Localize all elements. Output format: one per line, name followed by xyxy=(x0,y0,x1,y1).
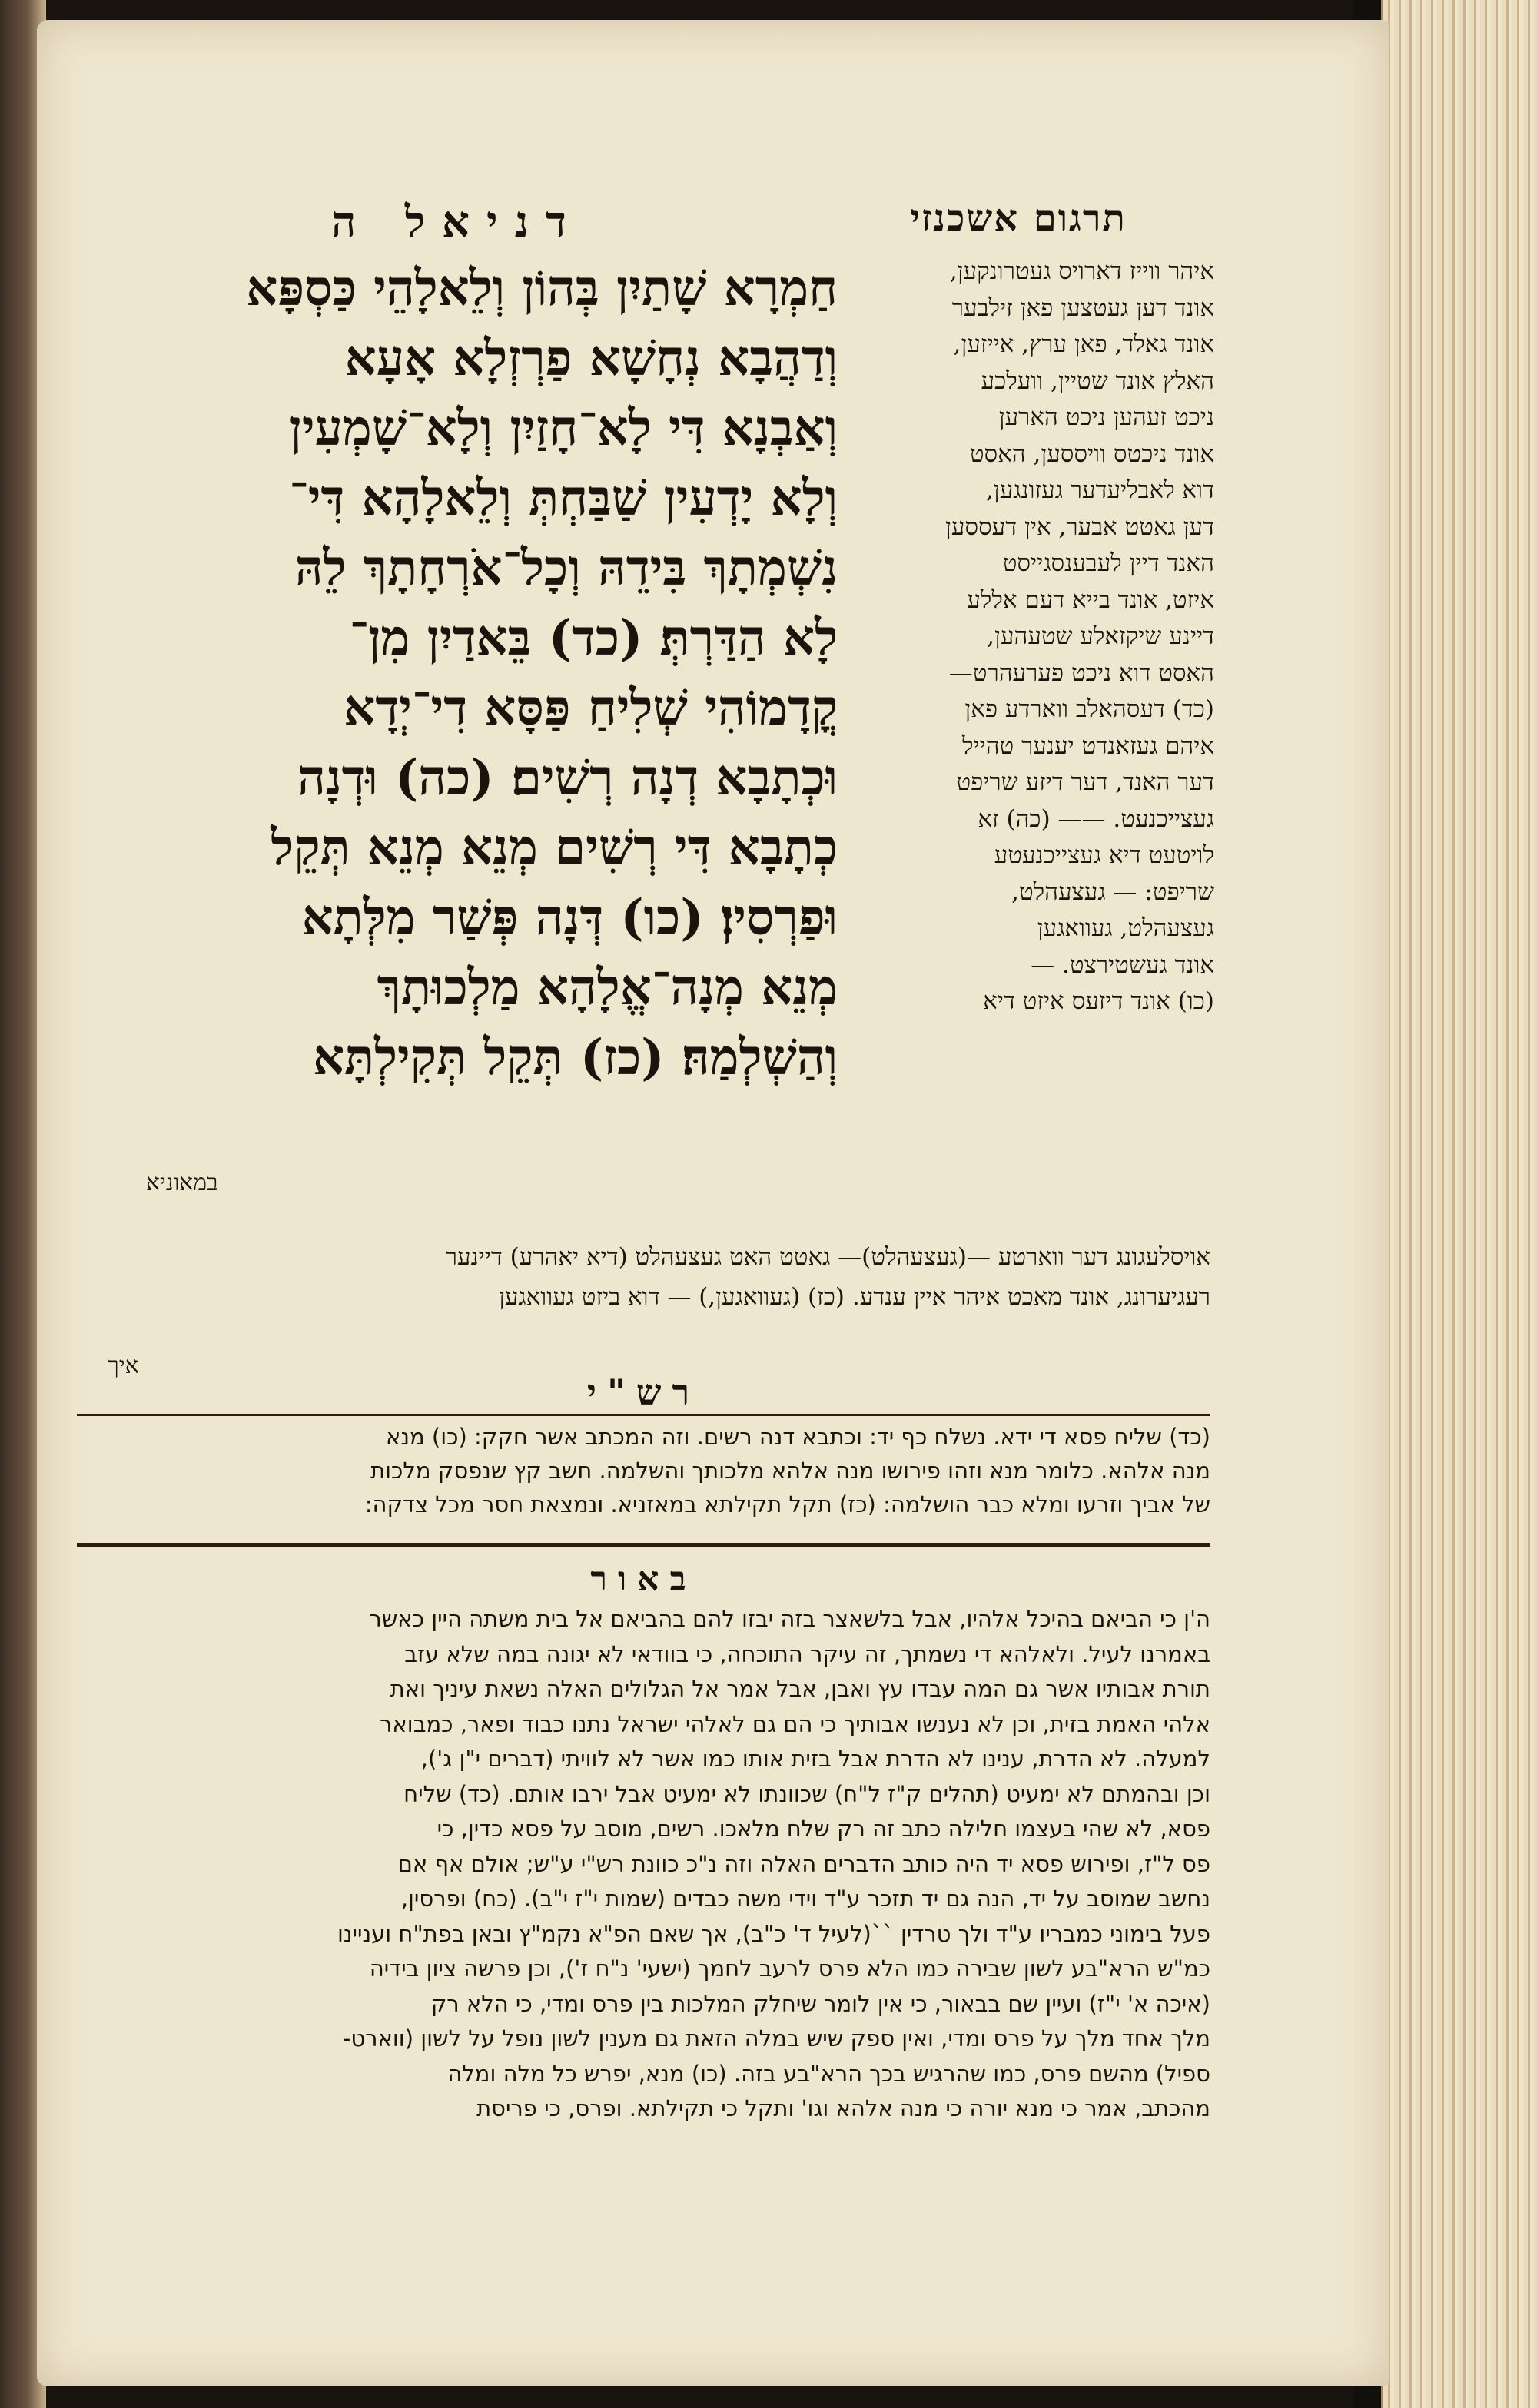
aramaic-line: וְהַשְׁלְמַהּ׃ (כז) תְּקֵל תְּקִילְתָּא xyxy=(312,1029,838,1086)
section-divider xyxy=(77,1543,1210,1547)
biur-commentary xyxy=(77,1602,1210,2127)
yiddish-line: דיינע שיקזאלע שטעהען, xyxy=(987,622,1214,650)
biur-line: נחשב שמוסב על יד, הנה גם יד תזכר ע"ד וידי משה כבדים (שמות י"ז י"ב). (כח) ופרסין, xyxy=(400,1886,1210,1912)
biur-line: תורת אבותיו אשר גם המה עבדו עץ ואבן, אבל אמר אל הגלולים האלה נשאת עיניך ואת xyxy=(390,1676,1210,1702)
biur-line: וכן ובהמתם לא ימעיט (תהלים ק"ז ל"ח) שכוונתו לא ימעיט אבל ירבו אותם. (כד) שליח xyxy=(403,1780,1210,1807)
biur-line: פס ל"ז, ופירוש פסא יד היה כותב הדברים האלה וזה נ"כ כוונת רש"י ע"ש; אולם אף אם xyxy=(397,1850,1210,1877)
aramaic-text-column xyxy=(69,254,838,1093)
biur-line: כמ"ש הרא"בע לשון שבירה כמו הלא פרס לרעב לחמך (ישעי' נ"ח ז'), וכן פרשה ציון בידיה xyxy=(369,1955,1210,1982)
yiddish-line: איהר ווייז דארויס געטרונקען, xyxy=(949,257,1214,285)
biur-line: פעל בימוני כמבריו ע"ד ולך טרדין ``(לעיל ד' כ"ב), אך שאם הפ"א נקמ"ץ ובאן בפת"ח ועניינו xyxy=(337,1920,1210,1947)
rashi-line: של אביך וזרעו ומלא כבר הושלמה: (כז) תקל תקילתא במאזניא. ונמצאת חסר מכל צדקה: xyxy=(364,1491,1210,1517)
aramaic-line: וּפַרְסִין׃ (כו) דְּנָה פְּשַׁר מִלְּתָא xyxy=(301,889,838,947)
biur-line: אלהי האמת בזית, וכן לא נענשו אבותיך כי הם גם לאלהי ישראל נתנו כבוד ופאר, כמבואר xyxy=(380,1710,1210,1737)
biur-line: פסא, לא שהי בעצמו חלילה כתב זה רק שלח מלאכו. רשים, מוסב על פסא כדין, כי xyxy=(437,1816,1210,1842)
yiddish-line: אונד גאלד, פאן ערץ, אייזען, xyxy=(953,330,1214,358)
biur-line: מלך אחד מלך על פרס ומדי, ואין ספק שיש במלה הזאת גם מענין לשון נופל על לשון (ווארט- xyxy=(342,2025,1210,2051)
rashi-line: מנה אלהא. כלומר מנא וזהו פירושו מנה אלהא מלכותך והשלמה. חשב קץ שנפסק מלכות xyxy=(370,1458,1210,1484)
biur-line: ספיל) מהשם פרס, כמו שהרגיש בכך הרא"בע בזה. (כו) מנא, יפרש כל מלה ומלה xyxy=(447,2060,1210,2087)
yiddish-line: איזט, אונד בייא דעם אללע xyxy=(967,585,1214,614)
aramaic-line: כְתָבָא דִּי רְשִׁים מְנֵא מְנֵא תְּקֵל xyxy=(271,819,838,877)
yiddish-fullwidth-line: רעגיערונג, אונד מאכט איהר איין ענדע. (כז) (געוואגען,) — דוא ביזט געוואגען xyxy=(498,1283,1210,1311)
biur-line: מהכתב, אמר כי מנא יורה כי מנה אלהא וגו' ותקל כי תקילתא. ופרס, כי פריסת xyxy=(476,2095,1210,2121)
yiddish-line: דען גאטט אבער, אין דעססען xyxy=(944,512,1214,541)
aramaic-line: נִשְׁמְתָךְ בִּידֵהּ וְכָל־אֹרְחָתָךְ לֵהּ xyxy=(294,539,838,597)
yiddish-line: האנד דיין לעבענסגייסט xyxy=(1002,549,1214,577)
yiddish-catchword: איך xyxy=(108,1352,139,1379)
yiddish-line: אונד ניכטס וויססען, האסט xyxy=(969,439,1214,468)
aramaic-line: וְדַהֲבָא נְחָשָׁא פַרְזְלָא אָעָא xyxy=(344,330,838,387)
yiddish-line: האלץ אונד שטיין, וועלכע xyxy=(981,367,1214,395)
rashi-commentary xyxy=(77,1420,1210,1521)
biur-line: למעלה. לא הדרת, ענינו לא הדרת אבל בזית אותו כמו אשר לא לוויתי (דברים י"ן ג'), xyxy=(420,1746,1210,1772)
rashi-line: (כד) שליח פסא די ידא. נשלח כף יד: וכתבא דנה רשים. וזה המכתב אשר חקק: (כו) מנא xyxy=(386,1424,1210,1450)
aramaic-catchword: במאוניא xyxy=(146,1169,218,1196)
biur-line: באמרנו לעיל. ולאלהא די נשמתך, זה עיקר התוכחה, כי בוודאי לא יגונה במה שלא עזב xyxy=(404,1640,1210,1667)
yiddish-line: האסט דוא ניכט פערעהרט— xyxy=(948,658,1214,687)
aramaic-line: וְלָא יָדְעִין שַׁבַּחְתְּ וְלֵאלָהָא דִּי־ xyxy=(289,469,838,527)
rashi-rule xyxy=(77,1414,1210,1416)
yiddish-line: אונד געשטירצט. — xyxy=(1031,950,1214,979)
aramaic-line: לָא הַדַּרְתְּ׃ (כד) בֵּאדַיִן מִן־ xyxy=(349,609,838,667)
aramaic-line: וּכְתָבָא דְנָה רְשִׁים׃ (כה) וּדְנָה xyxy=(297,749,838,807)
yiddish-line: שריפט: — געצעהלט, xyxy=(1011,877,1214,906)
yiddish-translation-column xyxy=(826,254,1214,1020)
biur-line: (איכה א' י"ז) ועיין שם בבאור, כי אין לומר שיחלק המלכות בין פרס ומדי, כי הלא רק xyxy=(430,1990,1210,2017)
header-translation-title: תרגום אשכנזי xyxy=(910,197,1127,240)
yiddish-line: געצעהלט, געוואגען xyxy=(1037,914,1214,942)
yiddish-line: איהם געזאנדט יענער טהייל xyxy=(961,731,1214,760)
yiddish-line: לויטעט דיא געצייכנעטע xyxy=(994,841,1214,869)
aramaic-line: קֳדָמוֹהִי שְׁלִיחַ פַּסָּא דִי־יְדָא xyxy=(344,679,838,737)
yiddish-line: (כו) אונד דיזעס איזט דיא xyxy=(983,987,1214,1015)
biur-heading: באור xyxy=(590,1560,697,1599)
yiddish-line: געצייכנעט. —— (כה) זא xyxy=(978,804,1214,833)
header-book-title: דניאל ה xyxy=(331,197,583,247)
aramaic-line: חַמְרָא שָׁתַיִן בְּהוֹן וְלֵאלָהֵי כַּסְפָּא xyxy=(246,260,838,317)
yiddish-line: דוא לאבליעדער געזונגען, xyxy=(985,476,1214,504)
yiddish-line: דער האנד, דער דיזע שריפט xyxy=(956,768,1214,796)
aramaic-line: וְאַבְנָא דִּי לָא־חָזַיִן וְלָא־שָׁמְעִין xyxy=(289,400,838,457)
page-edges xyxy=(1381,0,1537,2408)
yiddish-line: ניכט זעהען ניכט הארען xyxy=(998,403,1214,431)
aramaic-line: מְנֵא מְנָה־אֱלָהָא מַלְכוּתָךְ xyxy=(377,959,838,1017)
yiddish-fullwidth-line: אויסלעגונג דער ווארטע —(געצעהלט)— גאטט האט געצעהלט (דיא יאהרע) דיינער xyxy=(445,1243,1210,1271)
rashi-heading: רש"י xyxy=(586,1371,701,1413)
biur-line: ה'ן כי הביאם בהיכל אלהיו, אבל בלשאצר בזה יבזו להם בהביאם אל בית משתה היין כאשר xyxy=(369,1606,1210,1632)
yiddish-line: (כד) דעסהאלב ווארדע פאן xyxy=(964,695,1214,723)
yiddish-line: אונד דען געטצען פאן זילבער xyxy=(951,294,1214,322)
